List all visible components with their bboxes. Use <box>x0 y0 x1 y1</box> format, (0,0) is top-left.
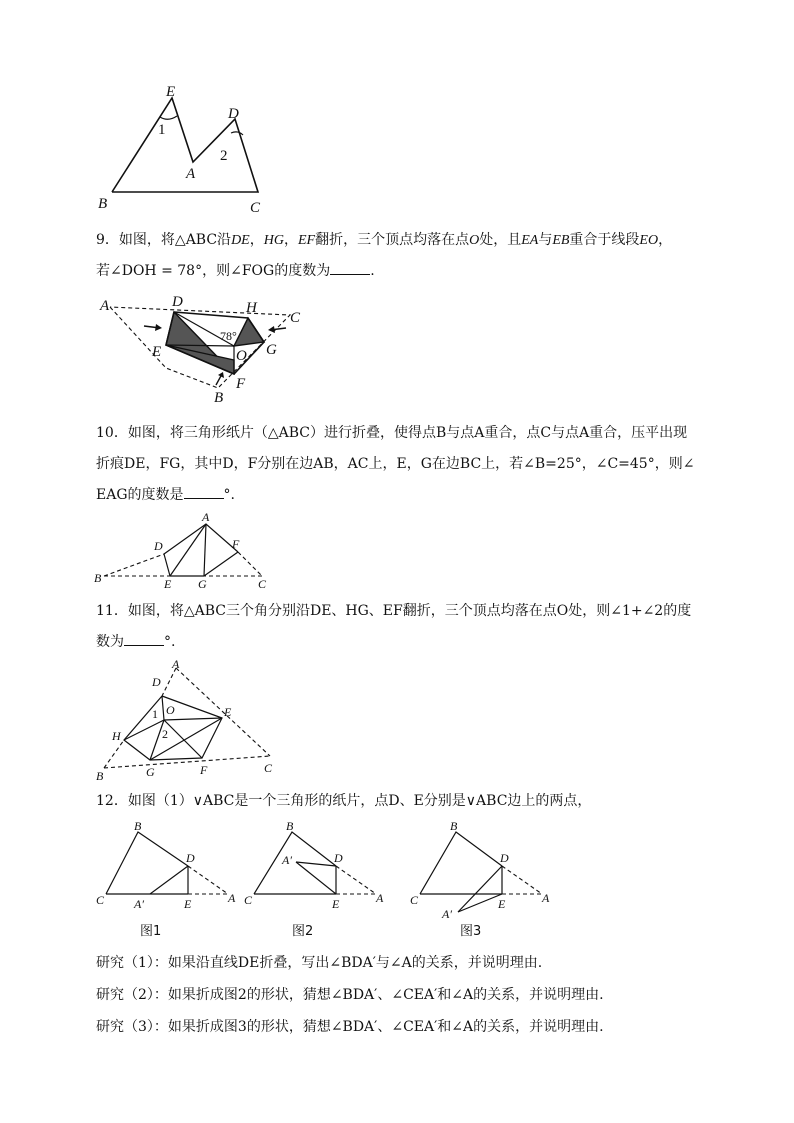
q8-angle2-arc <box>231 132 243 135</box>
q12-f1-label-c: C <box>96 893 105 907</box>
q11-label-d: D <box>152 675 161 689</box>
q12-f3-label-b: B <box>450 819 458 833</box>
q9-number: 9． <box>96 232 119 248</box>
q9-arrowhead-left <box>155 324 162 331</box>
q9-label-e: E <box>152 344 162 360</box>
q10-label-g: G <box>198 577 207 591</box>
q11-label-angle2: 2 <box>162 727 168 741</box>
q11-number: 11． <box>96 603 128 619</box>
q12-f1-label-a: A <box>228 891 236 905</box>
q10-label-d: D <box>154 539 163 553</box>
q11-question <box>96 596 706 658</box>
q12-number: 12． <box>96 793 128 809</box>
q9-ef: EF <box>297 233 316 248</box>
q9-label-o: O <box>236 348 247 364</box>
q11-label-angle1: 1 <box>152 707 158 721</box>
q12-f1-label-b: B <box>134 819 142 833</box>
q12-f1-label-a1: A′ <box>134 897 144 911</box>
q8-label-b: B <box>98 196 108 212</box>
q9-o: O <box>469 233 480 248</box>
q11-label-e: E <box>224 705 232 719</box>
q11-answer-blank[interactable] <box>124 633 164 646</box>
q12-f2-fold-da <box>296 862 336 866</box>
q9-de: DE <box>231 233 250 248</box>
q9-label-a: A <box>100 298 110 314</box>
q11-label-a: A <box>172 657 180 671</box>
q12-f2-fold-ae <box>296 862 336 894</box>
q10-sides-top <box>164 524 238 554</box>
q11-line2-end: °. <box>164 634 176 650</box>
q11-dash-ac <box>176 668 270 756</box>
q9-question <box>96 225 706 287</box>
q8-label-c: C <box>250 200 261 216</box>
q12-line1: 如图（1）∨ABC是一个三角形的纸片，点D、E分别是∨ABC边上的两点， <box>127 793 592 809</box>
q10-line3: EAG的度数是 <box>96 487 184 503</box>
q9-label-g: G <box>266 342 277 358</box>
q8-label-angle2: 2 <box>220 148 228 164</box>
q8-angle1-arc <box>160 116 177 119</box>
q12-f3-fold-da <box>458 866 502 912</box>
q12-caption-3: 图3 <box>460 924 482 939</box>
q9-label-angle78: 78° <box>220 329 237 343</box>
q10-line-ag <box>204 524 206 576</box>
q9-ea: EA <box>521 233 539 248</box>
q10-crease-de <box>164 554 170 576</box>
q12-f3-dash-da <box>502 866 542 894</box>
q12-f3-sides <box>420 832 502 894</box>
q12-f2-label-d: D <box>334 851 343 865</box>
q11-line-eo <box>164 718 222 720</box>
q12-figure-2 <box>240 820 390 912</box>
q10-label-f: F <box>232 537 240 551</box>
q9-eb: EB <box>552 233 570 248</box>
q9-text-e: 处，且 <box>479 232 522 248</box>
q9-answer-blank[interactable] <box>330 262 370 275</box>
q9-figure <box>96 290 316 405</box>
q12-f2-label-c: C <box>244 893 253 907</box>
q9-line2-end: . <box>370 263 375 279</box>
q11-line1: 如图，将△ABC三个角分别沿DE、HG、EF翻折，三个顶点均落在点O处，则∠1+∠2的度 <box>127 603 692 619</box>
q12-f2-label-e: E <box>332 897 340 911</box>
q10-line3-end: °. <box>223 487 235 503</box>
q12-research-3: 研究（3）：如果折成图3的形状，猜想∠BDA′、∠CEA′和∠A的关系，并说明理由. <box>96 1019 604 1035</box>
q10-number: 10． <box>96 425 128 441</box>
q9-text-d: 翻折，三个顶点均落在点 <box>315 232 470 248</box>
q12-f3-label-a1: A′ <box>442 907 452 921</box>
q9-text-g: 重合于线段 <box>569 232 640 248</box>
q10-dash-fc <box>238 552 262 576</box>
q10-line1: 如图，将三角形纸片（△ABC）进行折叠，使得点B与点A重合，点C与点A重合，压平出现 <box>127 425 688 441</box>
q12-f1-sides <box>106 832 188 894</box>
q12-f3-label-a: A <box>542 891 550 905</box>
q9-hg: HG <box>263 233 284 248</box>
q12-f1-label-e: E <box>184 897 192 911</box>
q11-label-o: O <box>166 703 175 717</box>
q9-arrowhead-right <box>268 326 275 333</box>
q9-text-f: 与 <box>538 232 553 248</box>
q12-f2-label-a1: A′ <box>282 853 292 867</box>
q9-label-b: B <box>214 390 224 406</box>
q8-label-angle1: 1 <box>158 122 166 138</box>
q8-label-a: A <box>186 166 196 182</box>
q9-text-h: ， <box>658 232 673 248</box>
q10-label-e: E <box>164 577 172 591</box>
q9-label-f: F <box>236 376 246 392</box>
q10-line-ae <box>170 524 206 576</box>
q12-figure-3 <box>406 820 556 920</box>
q9-text-c: ， <box>283 232 298 248</box>
q12-f2-dash-da <box>336 866 376 894</box>
q11-label-b: B <box>96 769 104 783</box>
q10-label-c: C <box>258 577 267 591</box>
q11-dash-ad <box>162 668 176 696</box>
q9-eo: EO <box>639 233 659 248</box>
q10-crease-fg <box>204 552 238 576</box>
q12-f2-label-b: B <box>286 819 294 833</box>
q12-f3-fold-ae <box>458 894 502 912</box>
q9-label-c: C <box>290 310 301 326</box>
q11-dash-bc <box>104 756 270 768</box>
q12-f1-fold-da <box>150 866 188 894</box>
q11-label-c: C <box>264 761 273 775</box>
q10-question <box>96 418 706 511</box>
q12-f3-label-d: D <box>500 851 509 865</box>
q12-f1-label-d: D <box>186 851 195 865</box>
q8-label-e: E <box>166 84 176 100</box>
q12-f3-label-e: E <box>498 897 506 911</box>
q11-label-h: H <box>112 729 121 743</box>
q11-line-do <box>162 696 164 720</box>
q10-line2: 折痕DE，FG，其中D，F分别在边AB，AC上，E，G在边BC上，若∠B=25°，∠C=45°，则∠ <box>96 456 695 472</box>
q12-research-2: 研究（2）：如果折成图2的形状，猜想∠BDA′、∠CEA′和∠A的关系，并说明理由. <box>96 987 604 1003</box>
q12-figure-1 <box>92 820 242 912</box>
q9-text-a: 如图，将△ABC沿 <box>118 232 232 248</box>
q11-dash-bh <box>104 740 124 768</box>
q9-label-h: H <box>246 300 257 316</box>
q10-dash-bd <box>104 554 164 576</box>
q11-label-f: F <box>200 763 208 777</box>
q9-label-d: D <box>172 294 183 310</box>
q12-caption-2: 图2 <box>292 924 314 939</box>
q9-line2: 若∠DOH = 78°，则∠FOG的度数为 <box>96 263 331 279</box>
q10-figure <box>92 510 282 592</box>
q10-label-a: A <box>202 510 210 524</box>
q10-label-b: B <box>94 571 102 585</box>
q11-figure <box>92 656 282 781</box>
q9-shaded-right <box>234 318 264 346</box>
q8-figure <box>90 80 280 215</box>
q10-answer-blank[interactable] <box>184 486 224 499</box>
q12-f2-label-a: A <box>376 891 384 905</box>
q8-label-d: D <box>228 106 239 122</box>
q12-caption-1: 图1 <box>140 924 162 939</box>
q12-f3-label-c: C <box>410 893 419 907</box>
q11-label-g: G <box>146 765 155 779</box>
q11-line2: 数为 <box>96 634 124 650</box>
q12-question <box>96 786 706 817</box>
q9-text-b: ， <box>249 232 264 248</box>
q12-f1-dash-da <box>188 866 228 894</box>
q11-line-fo <box>164 720 202 758</box>
q12-research-1: 研究（1）：如果沿直线DE折叠，写出∠BDA′与∠A的关系，并说明理由. <box>96 955 543 971</box>
